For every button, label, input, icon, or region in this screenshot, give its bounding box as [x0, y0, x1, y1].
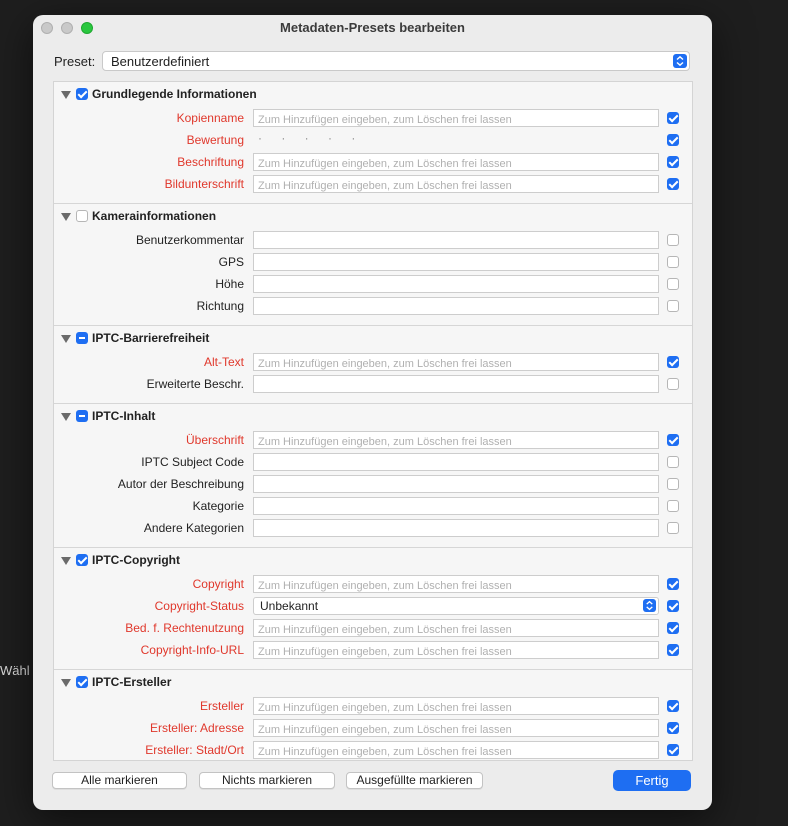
field-row [54, 253, 692, 271]
field-row [54, 453, 692, 471]
section-header [61, 87, 257, 103]
field-input[interactable] [258, 745, 656, 759]
metadata-section [54, 404, 692, 547]
field-label: Kopienname [176, 111, 244, 125]
field-input-box [253, 641, 659, 659]
field-label: Alt-Text [203, 355, 244, 369]
field-input[interactable] [258, 645, 656, 659]
field-include-checkbox[interactable] [667, 256, 679, 268]
metadata-section [54, 204, 692, 325]
field-label: Beschriftung [177, 155, 244, 169]
field-include-checkbox[interactable] [667, 700, 679, 712]
field-label: Richtung [196, 299, 244, 313]
field-input[interactable] [258, 501, 656, 515]
field-row [54, 519, 692, 537]
field-label: Ersteller: Adresse [149, 721, 244, 735]
disclosure-triangle-icon[interactable] [61, 557, 71, 565]
select-all-button[interactable]: Alle markieren [52, 772, 187, 789]
field-include-checkbox[interactable] [667, 112, 679, 124]
field-label: Bildunterschrift [164, 177, 244, 191]
section-checkbox[interactable] [76, 332, 88, 344]
field-input[interactable] [258, 379, 656, 393]
field-input[interactable] [258, 301, 656, 315]
field-include-checkbox[interactable] [667, 300, 679, 312]
field-include-checkbox[interactable] [667, 278, 679, 290]
title-bar [33, 15, 712, 40]
field-row [54, 275, 692, 293]
field-label: Ersteller [199, 699, 244, 713]
field-include-checkbox[interactable] [667, 356, 679, 368]
field-include-checkbox[interactable] [667, 434, 679, 446]
field-row [54, 353, 692, 371]
field-input-box [253, 175, 659, 193]
field-label: Autor der Beschreibung [117, 477, 244, 491]
preset-value: Benutzerdefiniert [111, 54, 210, 69]
field-include-checkbox[interactable] [667, 478, 679, 490]
section-header [61, 209, 217, 225]
field-label: Bewertung [186, 133, 244, 147]
field-include-checkbox[interactable] [667, 378, 679, 390]
background-side-text: Wähl [0, 663, 30, 678]
field-input-box [253, 253, 659, 271]
field-input-box [253, 453, 659, 471]
up-down-stepper-icon [643, 599, 656, 612]
field-input-box [253, 697, 659, 715]
section-header [61, 553, 180, 569]
field-include-checkbox[interactable] [667, 578, 679, 590]
section-checkbox[interactable] [76, 554, 88, 566]
field-include-checkbox[interactable] [667, 156, 679, 168]
field-label: Benutzerkommentar [135, 233, 244, 247]
field-input[interactable] [258, 357, 656, 371]
rating-stars[interactable]: · · · · · [258, 131, 364, 145]
field-input[interactable] [258, 701, 656, 715]
field-select[interactable] [253, 597, 659, 615]
field-input[interactable] [258, 179, 656, 193]
section-title: IPTC-Copyright [92, 553, 180, 567]
section-title: Kamerainformationen [92, 209, 217, 223]
field-label: Andere Kategorien [143, 521, 244, 535]
section-header [61, 675, 172, 691]
field-row [54, 475, 692, 493]
section-checkbox[interactable] [76, 210, 88, 222]
field-include-checkbox[interactable] [667, 600, 679, 612]
metadata-section [54, 82, 692, 203]
field-include-checkbox[interactable] [667, 456, 679, 468]
field-include-checkbox[interactable] [667, 178, 679, 190]
field-label: Ersteller: Stadt/Ort [145, 743, 244, 757]
field-row [54, 131, 692, 149]
field-input[interactable] [258, 623, 656, 637]
field-input[interactable] [258, 235, 656, 249]
field-input-box [253, 375, 659, 393]
field-row [54, 175, 692, 193]
field-row [54, 153, 692, 171]
field-input-box [253, 153, 659, 171]
field-input[interactable] [258, 479, 656, 493]
field-input-box [253, 619, 659, 637]
preset-row [54, 51, 694, 71]
disclosure-triangle-icon[interactable] [61, 679, 71, 687]
field-select-value: Unbekannt [260, 599, 319, 613]
field-label: Copyright-Status [154, 599, 244, 613]
metadata-fields-panel[interactable] [53, 81, 693, 761]
metadata-section [54, 548, 692, 669]
field-input-box [253, 497, 659, 515]
section-title: IPTC-Inhalt [92, 409, 156, 423]
field-label: Erweiterte Beschr. [146, 377, 244, 391]
metadata-section [54, 326, 692, 403]
field-label: IPTC Subject Code [141, 455, 244, 469]
field-include-checkbox[interactable] [667, 234, 679, 246]
field-include-checkbox[interactable] [667, 134, 679, 146]
field-input[interactable] [258, 457, 656, 471]
field-label: Copyright-Info-URL [140, 643, 244, 657]
field-input[interactable] [258, 113, 656, 127]
field-include-checkbox[interactable] [667, 522, 679, 534]
field-label: Copyright [192, 577, 244, 591]
disclosure-triangle-icon[interactable] [61, 213, 71, 221]
field-input-box [253, 519, 659, 537]
select-filled-button[interactable]: Ausgefüllte markieren [346, 772, 483, 789]
preset-label: Preset: [54, 54, 96, 69]
field-input-box [253, 275, 659, 293]
disclosure-triangle-icon[interactable] [61, 91, 71, 99]
section-checkbox[interactable] [76, 676, 88, 688]
field-input-box [253, 231, 659, 249]
section-header [61, 409, 156, 425]
field-row [54, 641, 692, 659]
field-label: Kategorie [192, 499, 244, 513]
field-input-box [253, 109, 659, 127]
field-input-box [253, 353, 659, 371]
field-input-box [253, 575, 659, 593]
metadata-section [54, 670, 692, 761]
field-label: Höhe [215, 277, 244, 291]
field-input-box [253, 297, 659, 315]
preset-select[interactable] [102, 51, 690, 71]
field-label: Überschrift [185, 433, 244, 447]
field-include-checkbox[interactable] [667, 722, 679, 734]
section-checkbox[interactable] [76, 410, 88, 422]
window-title: Metadaten-Presets bearbeiten [280, 20, 465, 35]
section-checkbox[interactable] [76, 88, 88, 100]
field-row [54, 109, 692, 127]
field-row [54, 231, 692, 249]
field-input-box [253, 741, 659, 759]
field-row [54, 575, 692, 593]
section-title: IPTC-Ersteller [92, 675, 172, 689]
up-down-stepper-icon [673, 54, 687, 68]
field-input[interactable] [258, 157, 656, 171]
field-input[interactable] [258, 579, 656, 593]
disclosure-triangle-icon[interactable] [61, 335, 71, 343]
field-row [54, 697, 692, 715]
field-label: Bed. f. Rechtenutzung [125, 621, 244, 635]
field-input[interactable] [258, 279, 656, 293]
field-row [54, 375, 692, 393]
select-none-button[interactable]: Nichts markieren [199, 772, 335, 789]
field-row [54, 619, 692, 637]
field-input-box [253, 475, 659, 493]
field-include-checkbox[interactable] [667, 744, 679, 756]
field-row [54, 297, 692, 315]
field-row [54, 741, 692, 759]
field-row [54, 597, 692, 615]
field-row [54, 497, 692, 515]
field-row [54, 719, 692, 737]
disclosure-triangle-icon[interactable] [61, 413, 71, 421]
field-input[interactable] [258, 723, 656, 737]
field-label: GPS [218, 255, 244, 269]
field-include-checkbox[interactable] [667, 644, 679, 656]
section-title: IPTC-Barrierefreiheit [92, 331, 210, 345]
field-input[interactable] [258, 523, 656, 537]
field-input[interactable] [258, 257, 656, 271]
done-button[interactable]: Fertig [613, 770, 691, 791]
metadata-preset-dialog [33, 15, 712, 810]
section-title: Grundlegende Informationen [92, 87, 257, 101]
field-row [54, 431, 692, 449]
field-input-box [253, 431, 659, 449]
section-header [61, 331, 210, 347]
field-include-checkbox[interactable] [667, 622, 679, 634]
field-input-box [253, 719, 659, 737]
field-include-checkbox[interactable] [667, 500, 679, 512]
field-input[interactable] [258, 435, 656, 449]
